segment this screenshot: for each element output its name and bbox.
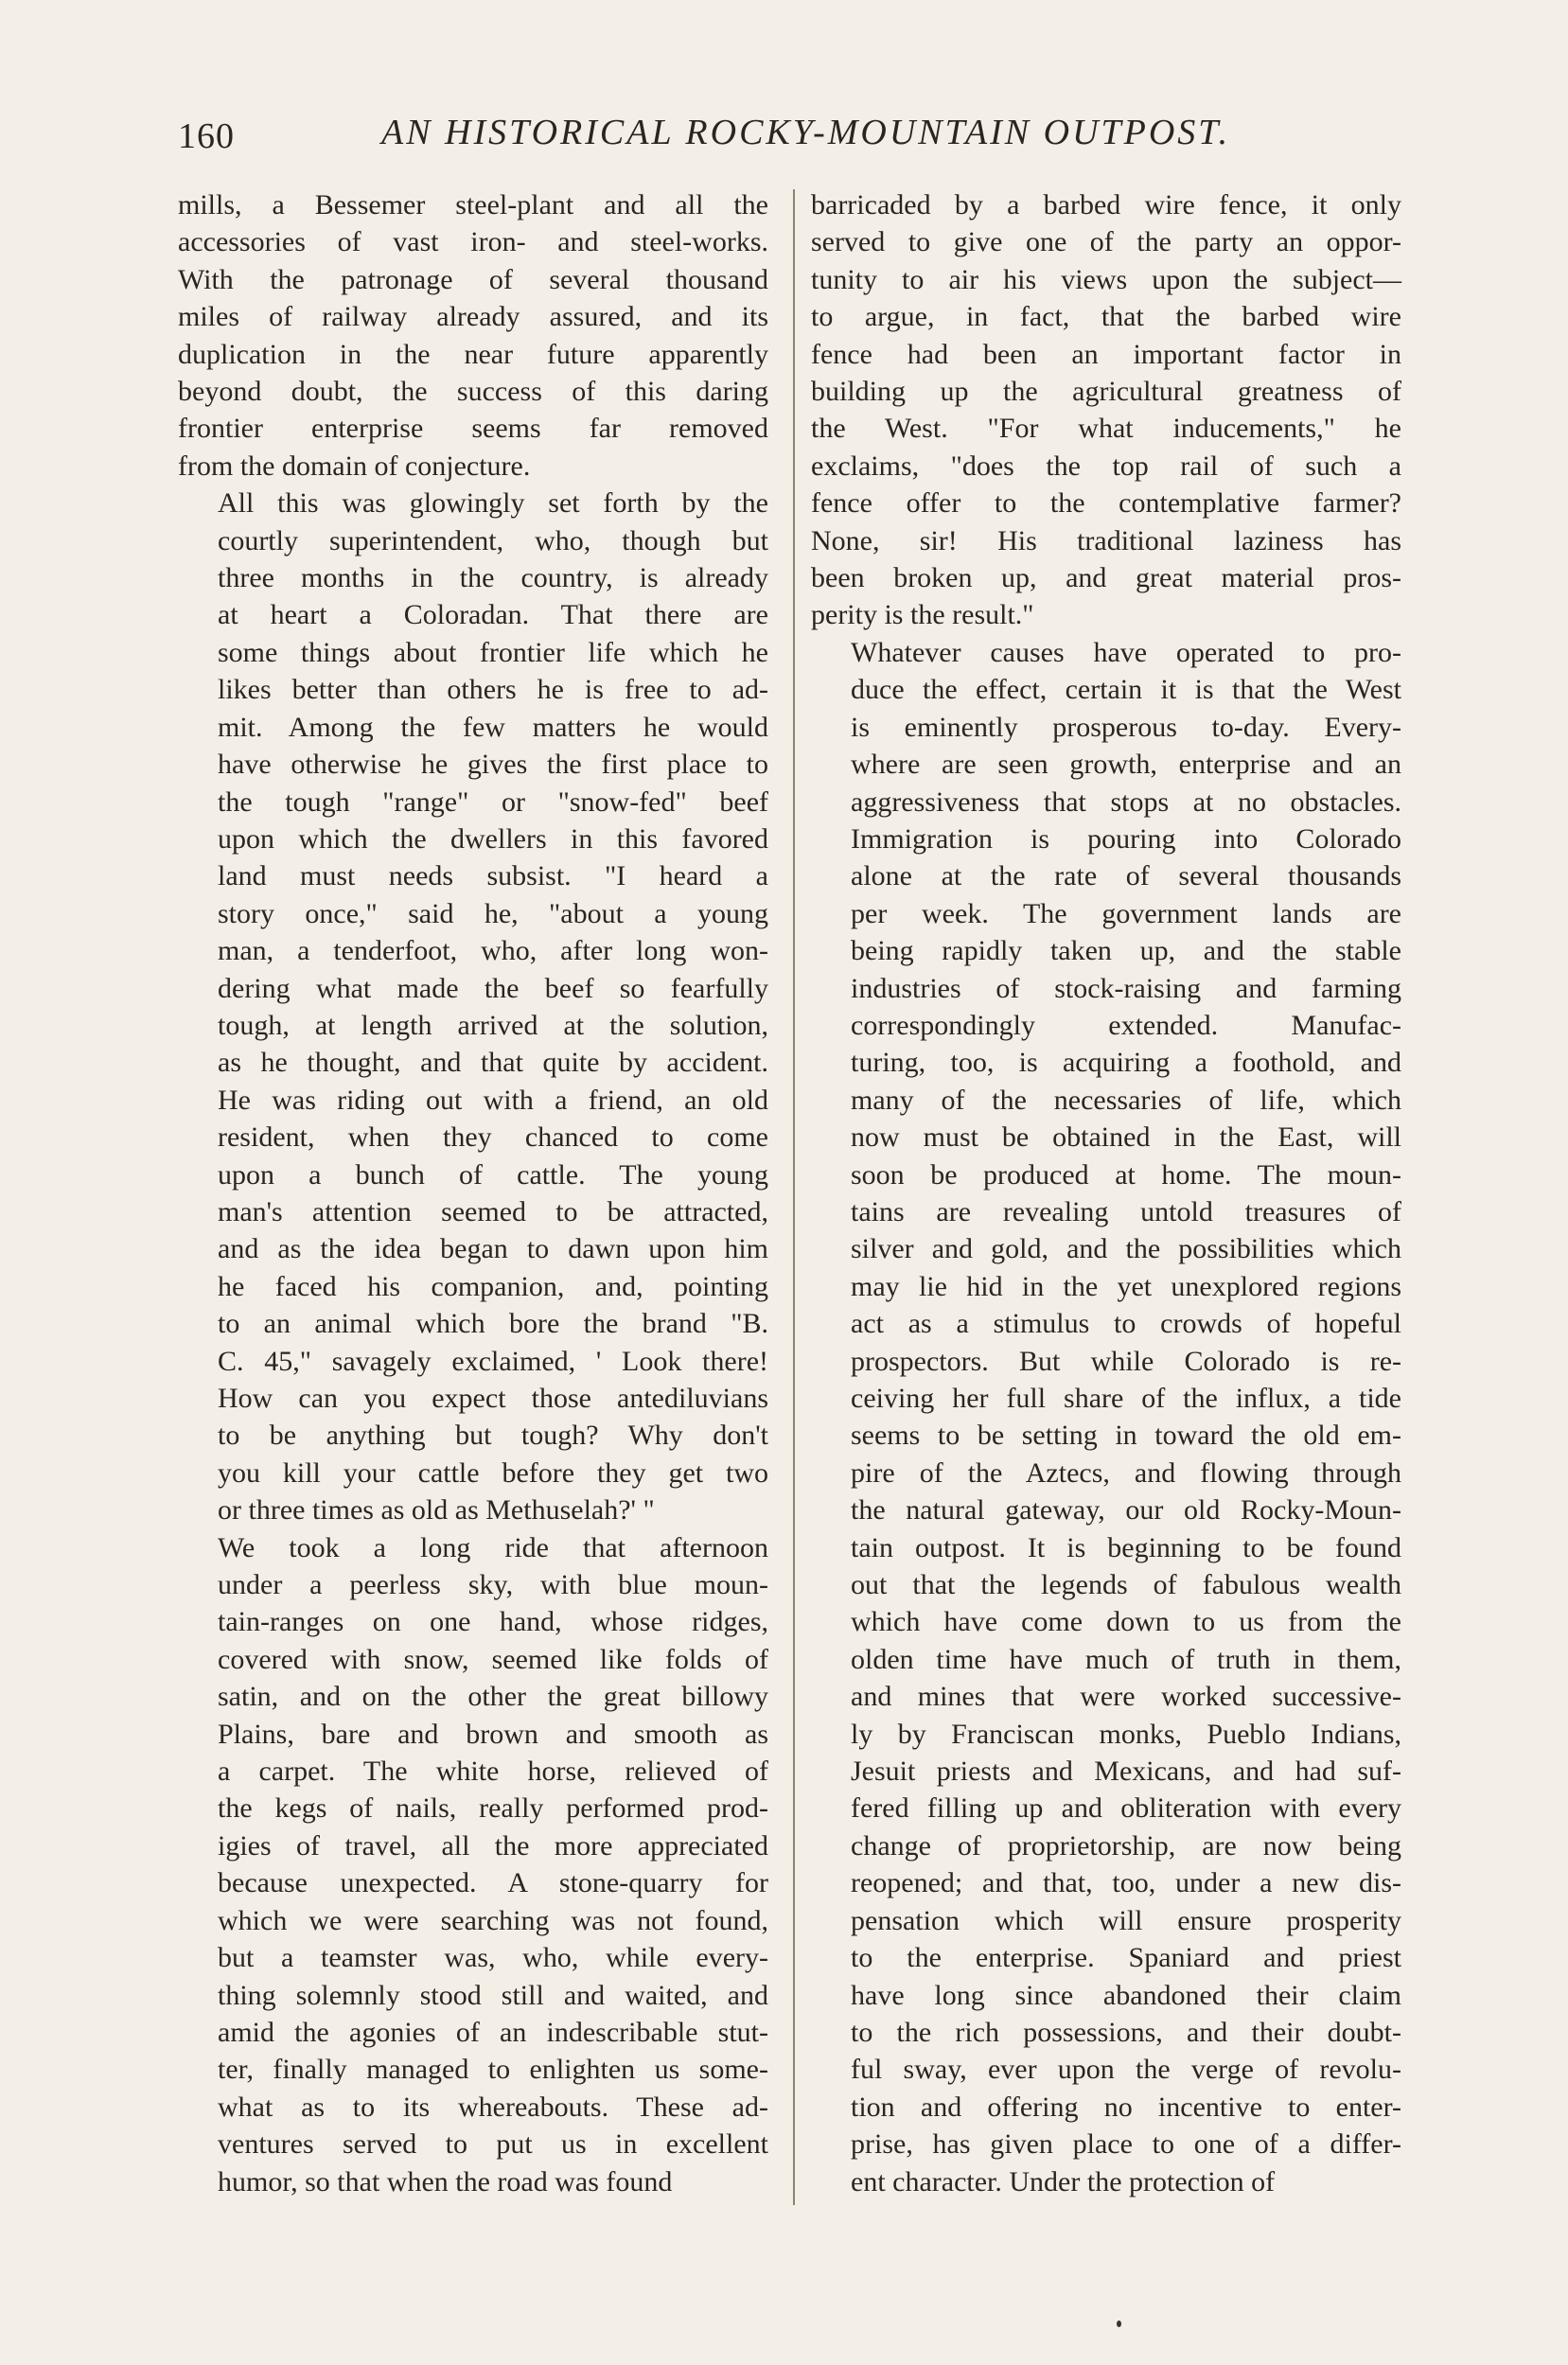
text-line: ful sway, ever upon the verge of revolu- bbox=[851, 2054, 1401, 2086]
text-line: pire of the Aztecs, and flowing through bbox=[851, 1456, 1401, 1489]
text-line: man, a tenderfoot, who, after long won- bbox=[218, 935, 768, 967]
text-line: and mines that were worked successive- bbox=[851, 1681, 1401, 1713]
text-line: amid the agonies of an indescribable stut- bbox=[218, 2016, 768, 2048]
text-line: likes better than others he is free to ad- bbox=[218, 674, 768, 706]
text-line: under a peerless sky, with blue moun- bbox=[218, 1569, 768, 1601]
text-line: to an animal which bore the brand "B. bbox=[218, 1308, 768, 1340]
paragraph bbox=[178, 485, 768, 1528]
text-line: tunity to air his views upon the subject— bbox=[811, 263, 1401, 295]
text-line: served to give one of the party an oppor- bbox=[811, 226, 1401, 258]
text-line: ventures served to put us in excellent bbox=[218, 2128, 768, 2161]
text-line: barricaded by a barbed wire fence, it only bbox=[811, 189, 1401, 221]
text-line: because unexpected. A stone-quarry for bbox=[218, 1867, 768, 1899]
page-header bbox=[178, 112, 1408, 168]
text-line: exclaims, "does the top rail of such a bbox=[811, 450, 1401, 482]
text-line: where are seen growth, enterprise and an bbox=[851, 749, 1401, 781]
text-line: industries of stock-raising and farming bbox=[851, 972, 1401, 1004]
right-column bbox=[811, 186, 1401, 2200]
text-line: have otherwise he gives the first place to bbox=[218, 749, 768, 781]
text-line: may lie hid in the yet unexplored regions bbox=[851, 1270, 1401, 1302]
text-line: is eminently prosperous to-day. Every- bbox=[851, 711, 1401, 743]
text-line: olden time have much of truth in them, bbox=[851, 1643, 1401, 1675]
text-line: All this was glowingly set forth by the bbox=[218, 487, 768, 520]
text-line: a carpet. The white horse, relieved of bbox=[218, 1756, 768, 1788]
text-line: change of proprietorship, are now being bbox=[851, 1829, 1401, 1862]
text-line: fered filling up and obliteration with every bbox=[851, 1792, 1401, 1825]
text-line: mit. Among the few matters he would bbox=[218, 711, 768, 743]
text-line: building up the agricultural greatness of bbox=[811, 376, 1401, 408]
text-line: duce the effect, certain it is that the West bbox=[851, 674, 1401, 706]
text-line: land must needs subsist. "I heard a bbox=[218, 860, 768, 892]
text-line: How can you expect those antediluvians bbox=[218, 1383, 768, 1414]
text-line: been broken up, and great material pros- bbox=[811, 562, 1401, 594]
text-line: from the domain of conjecture. bbox=[178, 450, 531, 482]
text-line: humor, so that when the road was found bbox=[218, 2165, 673, 2197]
text-line: covered with snow, seemed like folds of bbox=[218, 1643, 768, 1675]
text-line: three months in the country, is already bbox=[218, 562, 768, 594]
text-line: and as the idea began to dawn upon him bbox=[218, 1233, 768, 1265]
left-column bbox=[178, 186, 768, 2200]
text-line: He was riding out with a friend, an old bbox=[218, 1084, 768, 1116]
text-line: prospectors. But while Colorado is re- bbox=[851, 1345, 1401, 1377]
text-line: frontier enterprise seems far removed bbox=[178, 413, 768, 445]
text-line: the tough "range" or "snow-fed" beef bbox=[218, 785, 768, 818]
text-line: at heart a Coloradan. That there are bbox=[218, 599, 768, 631]
paragraph bbox=[811, 634, 1401, 2200]
text-line: reopened; and that, too, under a new dis- bbox=[851, 1867, 1401, 1899]
text-line: out that the legends of fabulous wealth bbox=[851, 1569, 1401, 1601]
text-line: have long since abandoned their claim bbox=[851, 1979, 1401, 2011]
text-line: ly by Franciscan monks, Pueblo Indians, bbox=[851, 1718, 1401, 1750]
text-line: silver and gold, and the possibilities which bbox=[851, 1233, 1401, 1265]
text-line: the natural gateway, our old Rocky-Moun- bbox=[851, 1494, 1401, 1527]
text-line: alone at the rate of several thousands bbox=[851, 860, 1401, 892]
text-line: to argue, in fact, that the barbed wire bbox=[811, 301, 1401, 333]
ink-speck bbox=[1117, 2321, 1121, 2327]
text-line: C. 45," savagely exclaimed, ' Look there! bbox=[218, 1345, 768, 1377]
text-line: dering what made the beef so fearfully bbox=[218, 972, 768, 1004]
text-line: beyond doubt, the success of this daring bbox=[178, 376, 768, 408]
paragraph bbox=[178, 1529, 768, 2200]
text-line: soon be produced at home. The moun- bbox=[851, 1158, 1401, 1191]
text-line: story once," said he, "about a young bbox=[218, 897, 768, 929]
text-line: ter, finally managed to enlighten us some- bbox=[218, 2054, 768, 2086]
text-line: act as a stimulus to crowds of hopeful bbox=[851, 1308, 1401, 1340]
text-line: being rapidly taken up, and the stable bbox=[851, 935, 1401, 967]
text-line: seems to be setting in toward the old em- bbox=[851, 1420, 1401, 1452]
text-line: aggressiveness that stops at no obstacles. bbox=[851, 785, 1401, 818]
text-line: he faced his companion, and, pointing bbox=[218, 1270, 768, 1302]
text-line: Whatever causes have operated to pro- bbox=[851, 636, 1401, 668]
text-line: fence had been an important factor in bbox=[811, 338, 1401, 370]
text-line: or three times as old as Methuselah?' " bbox=[218, 1494, 655, 1527]
text-line: turing, too, is acquiring a foothold, and bbox=[851, 1047, 1401, 1079]
text-line: many of the necessaries of life, which bbox=[851, 1084, 1401, 1116]
text-line: which have come down to us from the bbox=[851, 1606, 1401, 1638]
text-line: satin, and on the other the great billowy bbox=[218, 1681, 768, 1713]
text-line: ent character. Under the protection of bbox=[851, 2165, 1276, 2197]
text-line: to be anything but tough? Why don't bbox=[218, 1420, 768, 1452]
text-line: Plains, bare and brown and smooth as bbox=[218, 1718, 768, 1750]
text-line: tains are revealing untold treasures of bbox=[851, 1195, 1401, 1227]
text-line: ceiving her full share of the influx, a tide bbox=[851, 1383, 1401, 1414]
text-line: tain-ranges on one hand, whose ridges, bbox=[218, 1606, 768, 1638]
text-line: Immigration is pouring into Colorado bbox=[851, 822, 1401, 855]
text-line: the West. "For what inducements," he bbox=[811, 413, 1401, 445]
text-line: the kegs of nails, really performed prod- bbox=[218, 1792, 768, 1825]
text-line: With the patronage of several thousand bbox=[178, 263, 768, 295]
text-line: but a teamster was, who, while every- bbox=[218, 1942, 768, 1974]
text-line: man's attention seemed to be attracted, bbox=[218, 1195, 768, 1227]
text-line: as he thought, and that quite by accident. bbox=[218, 1047, 768, 1079]
text-line: tough, at length arrived at the solution, bbox=[218, 1009, 768, 1041]
text-line: per week. The government lands are bbox=[851, 897, 1401, 929]
paragraph bbox=[811, 186, 1401, 634]
text-line: now must be obtained in the East, will bbox=[851, 1121, 1401, 1154]
paragraph bbox=[178, 186, 768, 485]
text-line: upon which the dwellers in this favored bbox=[218, 822, 768, 855]
text-line: tain outpost. It is beginning to be found bbox=[851, 1531, 1401, 1563]
text-line: perity is the result." bbox=[811, 599, 1034, 631]
text-line: duplication in the near future apparently bbox=[178, 338, 768, 370]
text-line: We took a long ride that afternoon bbox=[218, 1531, 768, 1563]
text-line: igies of travel, all the more appreciated bbox=[218, 1829, 768, 1862]
text-line: prise, has given place to one of a differ- bbox=[851, 2128, 1401, 2161]
text-line: to the enterprise. Spaniard and priest bbox=[851, 1942, 1401, 1974]
running-title: AN HISTORICAL ROCKY-MOUNTAIN OUTPOST. bbox=[381, 113, 1231, 152]
text-line: which we were searching was not found, bbox=[218, 1904, 768, 1936]
page-number: 160 bbox=[178, 116, 235, 156]
text-line: thing solemnly stood still and waited, and bbox=[218, 1979, 768, 2011]
column-divider bbox=[793, 189, 795, 2205]
text-line: Jesuit priests and Mexicans, and had suf- bbox=[851, 1756, 1401, 1788]
text-line: upon a bunch of cattle. The young bbox=[218, 1158, 768, 1191]
text-line: accessories of vast iron- and steel-works. bbox=[178, 226, 768, 258]
text-line: you kill your cattle before they get two bbox=[218, 1456, 768, 1489]
text-line: to the rich possessions, and their doubt- bbox=[851, 2016, 1401, 2048]
text-line: correspondingly extended. Manufac- bbox=[851, 1009, 1401, 1041]
text-line: fence offer to the contemplative farmer? bbox=[811, 487, 1401, 520]
text-line: None, sir! His traditional laziness has bbox=[811, 524, 1401, 556]
text-line: courtly superintendent, who, though but bbox=[218, 524, 768, 556]
text-line: what as to its whereabouts. These ad- bbox=[218, 2091, 768, 2123]
text-line: mills, a Bessemer steel-plant and all the bbox=[178, 189, 768, 221]
text-line: pensation which will ensure prosperity bbox=[851, 1904, 1401, 1936]
text-line: miles of railway already assured, and its bbox=[178, 301, 768, 333]
text-line: tion and offering no incentive to enter- bbox=[851, 2091, 1401, 2123]
text-line: resident, when they chanced to come bbox=[218, 1121, 768, 1154]
text-line: some things about frontier life which he bbox=[218, 636, 768, 668]
